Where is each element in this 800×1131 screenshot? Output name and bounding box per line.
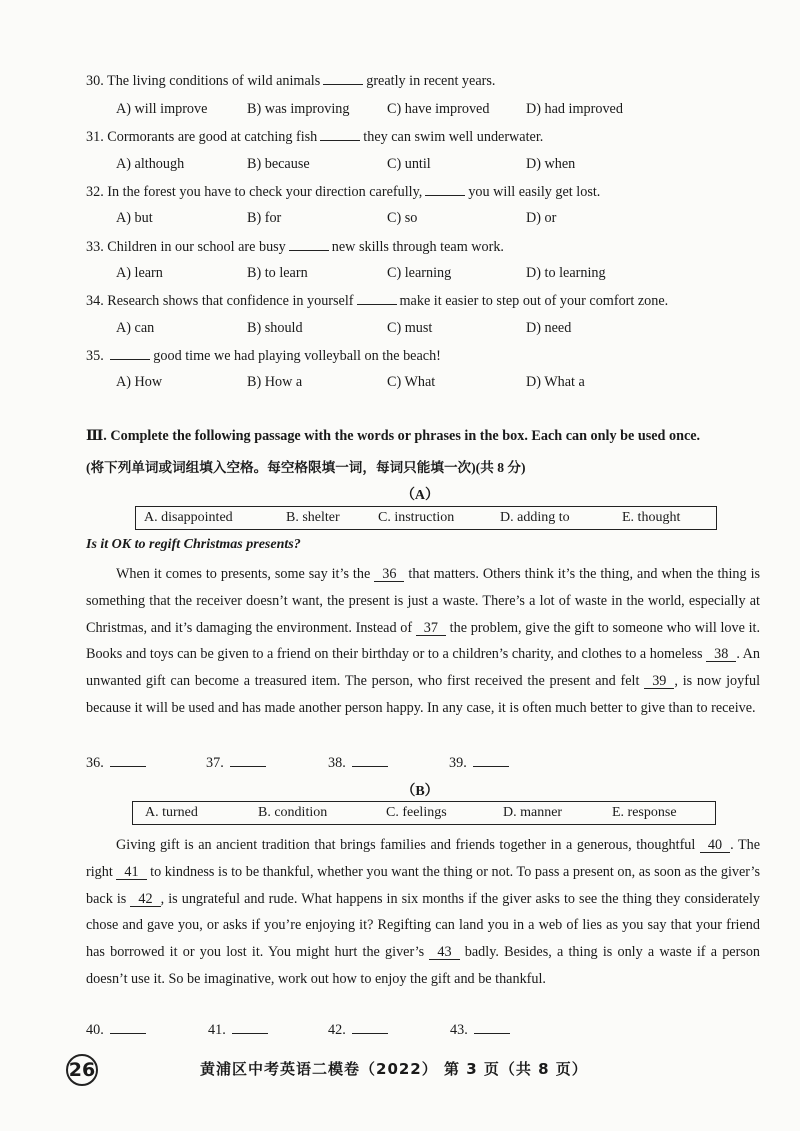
- question-30: 30. The living conditions of wild animals greatly in recent years.: [86, 73, 496, 89]
- blank-36: 36: [374, 567, 404, 582]
- blank-39: 39: [644, 674, 674, 689]
- option: B) to learn: [247, 265, 308, 281]
- part-a-word-box: [135, 506, 717, 530]
- option: A) can: [116, 320, 155, 336]
- option: A) although: [116, 156, 185, 172]
- answer-blank[interactable]: 36.: [86, 754, 149, 772]
- question-31: 31. Cormorants are good at catching fish they can swim well underwater.: [86, 129, 544, 145]
- option: C) learning: [387, 265, 452, 281]
- word-option: B. condition: [258, 805, 328, 820]
- word-option: C. feelings: [386, 805, 447, 820]
- question-32-options: [116, 210, 736, 230]
- word-option: D. adding to: [500, 510, 570, 525]
- answer-blank[interactable]: 40.: [86, 1021, 149, 1039]
- question-30-options: [116, 101, 736, 121]
- passage-b: Giving gift is an ancient tradition that brings families and friends together in a generous, thoughtful 40 . The right 41 to kindness is to be thankful, whether you want the thing or not. To pass a present on, as soon as the giver’s back is 42 , is ungrateful and rude. What happens in six months if the giver asks to see the thing they considerately chose and gave you, or asks if you’re enjoying it? Regifting can land you in a web of lies as you say that your friend has borrowed it or you lost it. You might hurt the giver’s 43 badly. Besides, a thing is only a waste if a person doesn’t use it. So be imaginative, work out how to enjoy the gift and be thankful.: [86, 837, 761, 987]
- part-a-label: （A）: [400, 488, 440, 503]
- page-badge: 26: [66, 1054, 98, 1086]
- option: B) because: [247, 156, 310, 172]
- option: D) when: [526, 156, 576, 172]
- option: D) What a: [526, 374, 585, 390]
- footer-text: 黄浦区中考英语二模卷（2022） 第 3 页（共 8 页）: [200, 1060, 588, 1078]
- question-35: 35. good time we had playing volleyball on the beach!: [86, 348, 441, 364]
- word-option: D. manner: [503, 805, 563, 820]
- option: C) What: [387, 374, 436, 390]
- option: D) to learning: [526, 265, 606, 281]
- option: A) learn: [116, 265, 163, 281]
- word-option: A. disappointed: [144, 510, 233, 525]
- option: C) must: [387, 320, 433, 336]
- blank-42: 42: [130, 892, 160, 907]
- word-option: A. turned: [145, 805, 198, 820]
- question-34-options: [116, 320, 736, 340]
- blank-41: 41: [116, 865, 146, 880]
- question-34: 34. Research shows that confidence in yourself make it easier to step out of your comfort zone.: [86, 293, 669, 309]
- option: C) so: [387, 210, 418, 226]
- option: A) but: [116, 210, 153, 226]
- answer-blank[interactable]: 43.: [450, 1021, 513, 1039]
- section-heading: Ⅲ. Complete the following passage with the words or phrases in the box. Each can only be used once.: [86, 428, 701, 444]
- blank-37: 37: [416, 621, 446, 636]
- question-32: 32. In the forest you have to check your direction carefully, you will easily get lost.: [86, 184, 601, 200]
- answer-blank[interactable]: 38.: [328, 754, 391, 772]
- blank-43: 43: [429, 945, 459, 960]
- option: B) was improving: [247, 101, 350, 117]
- answer-line-a: [86, 754, 686, 774]
- question-31-options: [116, 156, 736, 176]
- page-footer: [0, 1054, 800, 1084]
- option: B) for: [247, 210, 282, 226]
- answer-blank[interactable]: 42.: [328, 1021, 391, 1039]
- answer-line-b: [86, 1021, 686, 1041]
- option: D) had improved: [526, 101, 623, 117]
- word-option: E. response: [612, 805, 677, 820]
- answer-blank[interactable]: 41.: [208, 1021, 271, 1039]
- option: C) have improved: [387, 101, 490, 117]
- option: D) need: [526, 320, 572, 336]
- blank-40: 40: [700, 838, 730, 853]
- answer-blank[interactable]: 39.: [449, 754, 512, 772]
- option: C) until: [387, 156, 431, 172]
- part-b-label: （B）: [401, 784, 439, 799]
- blank-38: 38: [706, 647, 736, 662]
- passage-a: When it comes to presents, some say it’s the 36 that matters. Others think it’s the thing, and when the thing is something that the receiver doesn’t want, the present is just a waste. There’s a lot of waste in the world, especially at Christmas, and it’s damaging the environment. Instead of 37 the problem, give the gift to someone who will love it. Books and toys can be given to a friend on their birthday or to a children’s charity, and clothes to a homeless 38 . An unwanted gift can become a treasured item. The person, who first received the present and felt 39 , is now joyful because it will be used and has made another person happy. In any case, it is often much better to give than to receive.: [86, 566, 761, 716]
- word-option: C. instruction: [378, 510, 455, 525]
- option: A) will improve: [116, 101, 208, 117]
- option: B) should: [247, 320, 303, 336]
- answer-blank[interactable]: 37.: [206, 754, 269, 772]
- option: D) or: [526, 210, 557, 226]
- option: B) How a: [247, 374, 303, 390]
- word-option: E. thought: [622, 510, 681, 525]
- word-option: B. shelter: [286, 510, 340, 525]
- question-33-options: [116, 265, 736, 285]
- question-33: 33. Children in our school are busy new skills through team work.: [86, 239, 504, 255]
- part-b-word-box: [132, 801, 716, 825]
- option: A) How: [116, 374, 163, 390]
- passage-a-title: Is it OK to regift Christmas presents?: [86, 537, 301, 552]
- question-35-options: [116, 374, 736, 394]
- section-instruction: (将下列单词或词组填入空格。每空格限填一词，每词只能填一次)(共 8 分): [86, 460, 526, 475]
